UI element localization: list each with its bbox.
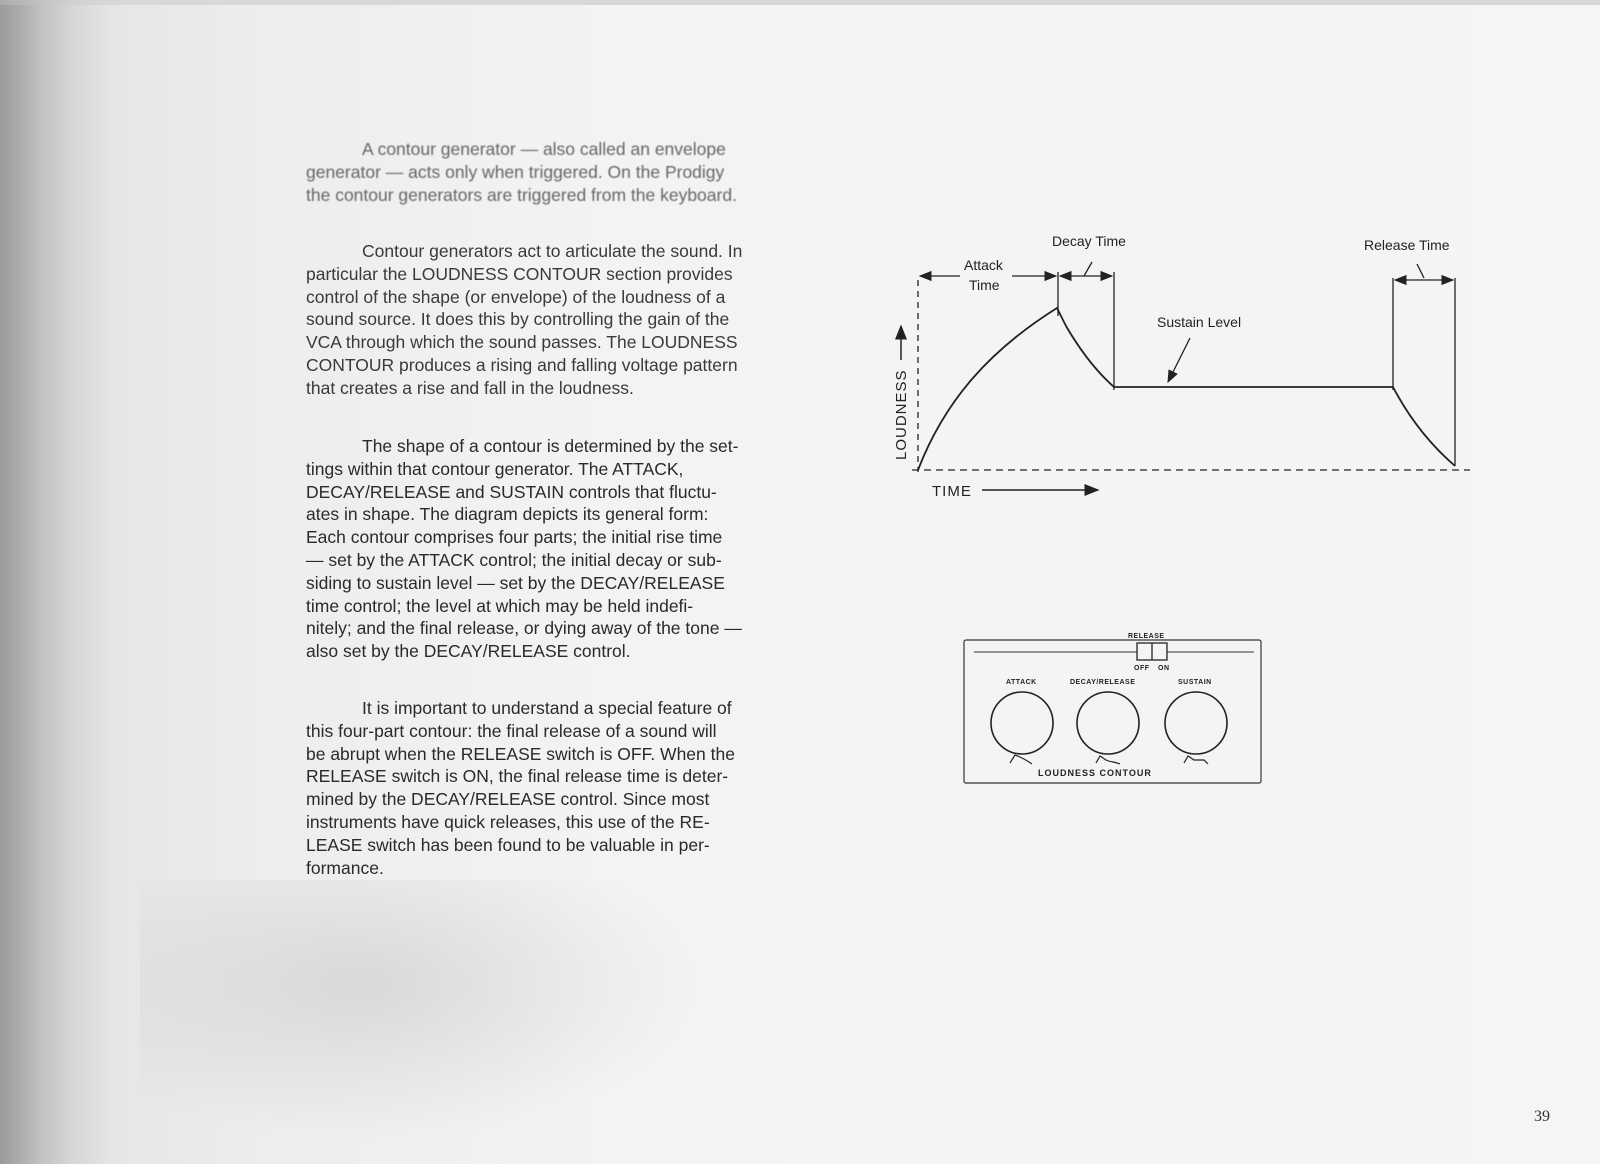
sustain-knob[interactable] bbox=[1165, 692, 1227, 754]
release-switch-label: RELEASE bbox=[1128, 633, 1165, 640]
sustain-knob-label: SUSTAIN bbox=[1178, 679, 1212, 686]
text-line: particular the LOUDNESS CONTOUR section provides bbox=[306, 263, 733, 284]
page-number: 39 bbox=[1534, 1108, 1550, 1125]
decay-release-knob-label: DECAY/RELEASE bbox=[1070, 679, 1136, 686]
decay-curve-icon bbox=[1096, 756, 1120, 764]
text-line: the contour generators are triggered from the keyboard. bbox=[306, 184, 737, 205]
sustain-pointer-arrow bbox=[1168, 338, 1190, 382]
text-line: time control; the level at which may be held indefi- bbox=[306, 595, 694, 616]
release-label-leader bbox=[1417, 264, 1424, 278]
attack-curve-icon bbox=[1010, 755, 1032, 764]
time-axis-label: TIME bbox=[932, 483, 972, 500]
loudness-contour-panel bbox=[964, 633, 1261, 783]
attack-time-label-line2: Time bbox=[969, 277, 1000, 293]
text-line: instruments have quick releases, this use of the RE- bbox=[306, 811, 710, 832]
text-line: ates in shape. The diagram depicts its general form: bbox=[306, 504, 709, 525]
text-line: DECAY/RELEASE and SUSTAIN controls that fluctu- bbox=[306, 481, 717, 502]
release-time-label: Release Time bbox=[1364, 237, 1450, 253]
text-line: It is important to understand a special feature of bbox=[362, 698, 732, 718]
text-line: VCA through which the sound passes. The LOUDNESS bbox=[306, 332, 738, 353]
text-line: Contour generators act to articulate the sound. In bbox=[362, 241, 743, 261]
sustain-level-label: Sustain Level bbox=[1157, 314, 1242, 330]
text-line: tings within that contour generator. The ATTACK, bbox=[306, 458, 684, 479]
text-line: that creates a rise and fall in the loudness. bbox=[306, 377, 634, 398]
decay-label-leader bbox=[1084, 262, 1092, 276]
text-line: be abrupt when the RELEASE switch is OFF. When the bbox=[306, 743, 735, 764]
text-line: RELEASE switch is ON, the final release time is deter- bbox=[306, 766, 729, 787]
attack-knob[interactable] bbox=[991, 692, 1053, 754]
text-line: generator — acts only when triggered. On the Prodigy bbox=[306, 161, 725, 182]
loudness-contour-title: LOUDNESS CONTOUR bbox=[1038, 768, 1152, 778]
text-line: CONTOUR produces a rising and falling voltage pattern bbox=[306, 354, 738, 375]
timing-reference-lines bbox=[918, 272, 1455, 472]
text-line: The shape of a contour is determined by the set- bbox=[362, 436, 739, 456]
sustain-curve-icon bbox=[1184, 756, 1208, 764]
text-line: sound source. It does this by controlling the gain of the bbox=[306, 309, 730, 330]
switch-off-label: OFF bbox=[1134, 665, 1150, 672]
text-line: siding to sustain level — set by the DECAY/RELEASE bbox=[306, 572, 725, 593]
text-line: control of the shape (or envelope) of the loudness of a bbox=[306, 286, 726, 307]
text-line: this four-part contour: the final release of a sound will bbox=[306, 720, 717, 741]
adsr-curve bbox=[918, 308, 1455, 470]
text-line: Each contour comprises four parts; the initial rise time bbox=[306, 527, 723, 548]
text-line: LEASE switch has been found to be valuable in per- bbox=[306, 834, 710, 855]
loudness-axis-label: LOUDNESS bbox=[893, 369, 910, 460]
decay-time-label: Decay Time bbox=[1052, 233, 1126, 249]
attack-time-label-line1: Attack bbox=[964, 257, 1003, 273]
switch-on-label: ON bbox=[1158, 665, 1170, 672]
text-line: — set by the ATTACK control; the initial decay or sub- bbox=[306, 549, 722, 570]
decay-release-knob[interactable] bbox=[1077, 692, 1139, 754]
attack-knob-label: ATTACK bbox=[1006, 679, 1037, 686]
text-line: nitely; and the final release, or dying away of the tone — bbox=[306, 618, 742, 639]
text-line: formance. bbox=[306, 857, 384, 878]
text-line: also set by the DECAY/RELEASE control. bbox=[306, 641, 631, 662]
release-switch[interactable] bbox=[1137, 643, 1167, 660]
text-line: A contour generator — also called an envelope bbox=[362, 139, 726, 159]
text-line: mined by the DECAY/RELEASE control. Since most bbox=[306, 789, 710, 810]
